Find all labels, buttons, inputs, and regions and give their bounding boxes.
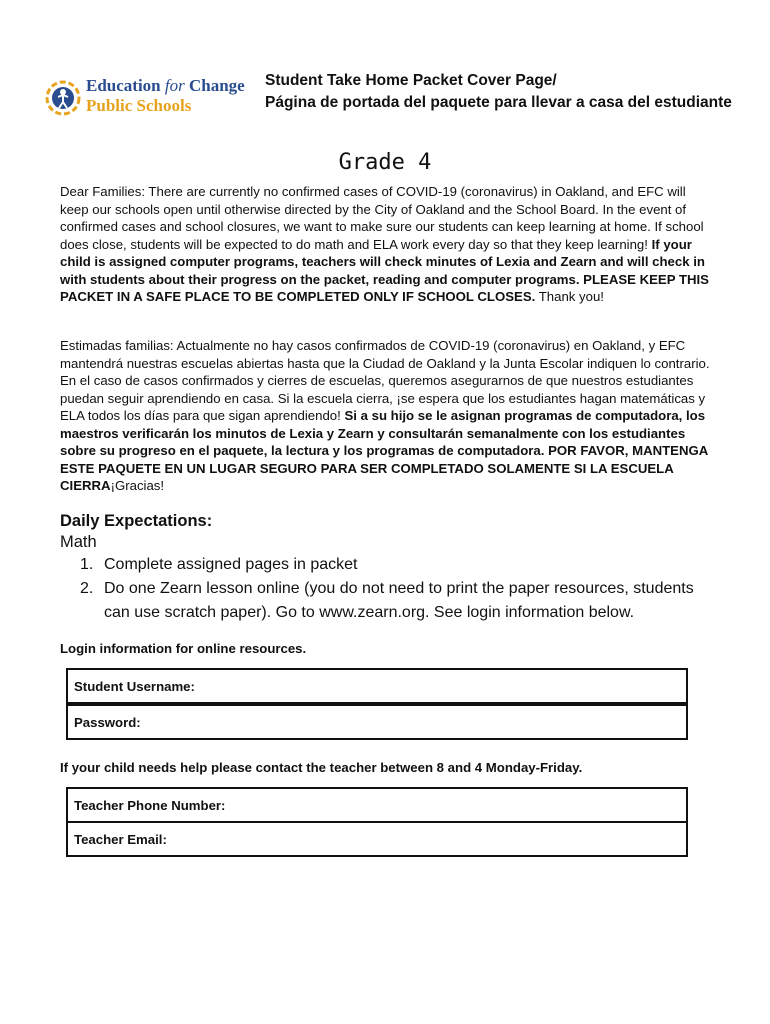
page-title <box>265 70 735 114</box>
username-label: Student Username: <box>74 679 195 694</box>
teacher-phone-field[interactable] <box>66 787 688 823</box>
subject-heading: Math <box>60 533 97 551</box>
daily-expectations-heading: Daily Expectations: <box>60 512 213 530</box>
login-info-heading: Login information for online resources. <box>60 641 307 656</box>
expectations-list <box>80 553 720 625</box>
password-field[interactable] <box>66 704 688 740</box>
efc-logo-icon <box>44 78 82 118</box>
contact-heading: If your child needs help please contact the teacher between 8 and 4 Monday-Friday. <box>60 760 583 775</box>
password-label: Password: <box>74 715 141 730</box>
title-english: Student Take Home Packet Cover Page/ <box>265 72 557 89</box>
student-username-field[interactable] <box>66 668 688 704</box>
letter-spanish: Estimadas familias: Actualmente no hay casos confirmados de COVID-19 (coronavirus) en Oakland, y EFC mantendrá nuestras escuelas abiertas hasta que la Ciudad de Oakland y la Junta Escolar indiquen lo contrario. En el caso de casos confirmados y cierres de escuelas, queremos asegurarnos de que nuestros estudiantes puedan seguir aprendiendo en casa. Si la escuela cierra, ¡se espera que los estudiantes hagan matemáticas y ELA todos los días para que sigan aprendiendo! Si a su hijo se le asignan programas de computadora, los maestros verificarán los minutos de Lexia y Zearn y consultarán semanalmente con los estudiantes sobre su progreso en el paquete, la lectura y los programas de computadora. POR FAVOR, MANTENGA ESTE PAQUETE EN UN LUGAR SEGURO PARA SER COMPLETADO SOLAMENTE SI LA ESCUELA CIERRA¡Gracias! <box>60 338 710 493</box>
logo-text-line2: Public Schools <box>86 96 192 115</box>
email-label: Teacher Email: <box>74 832 167 847</box>
list-item: 1. Complete assigned pages in packet <box>80 556 358 573</box>
letter-english: Dear Families: There are currently no confirmed cases of COVID-19 (coronavirus) in Oakland, and EFC will keep our schools open until otherwise directed by the City of Oakland and the School Board. In the event of confirmed cases and school closures, we want to make sure our students can keep learning at home. If school does close, students will be expected to do math and ELA work every day so that they keep learning! If your child is assigned computer programs, teachers will check minutes of Lexia and Zearn and will check in with students about their progress on the packet, reading and computer programs. PLEASE KEEP THIS PACKET IN A SAFE PLACE TO BE COMPLETED ONLY IF SCHOOL CLOSES. Thank you! <box>60 184 709 304</box>
title-spanish: Página de portada del paquete para llevar a casa del estudiante <box>265 94 732 111</box>
logo-text-line1: Education for Change <box>86 76 245 95</box>
phone-label: Teacher Phone Number: <box>74 798 226 813</box>
efc-logo <box>44 74 254 120</box>
grade-heading: Grade 4 <box>338 150 432 175</box>
teacher-email-field[interactable] <box>66 821 688 857</box>
list-item: 2. Do one Zearn lesson online (you do not need to print the paper resources, students can use scratch paper). Go to www.zearn.org. See login information below. <box>80 580 694 621</box>
